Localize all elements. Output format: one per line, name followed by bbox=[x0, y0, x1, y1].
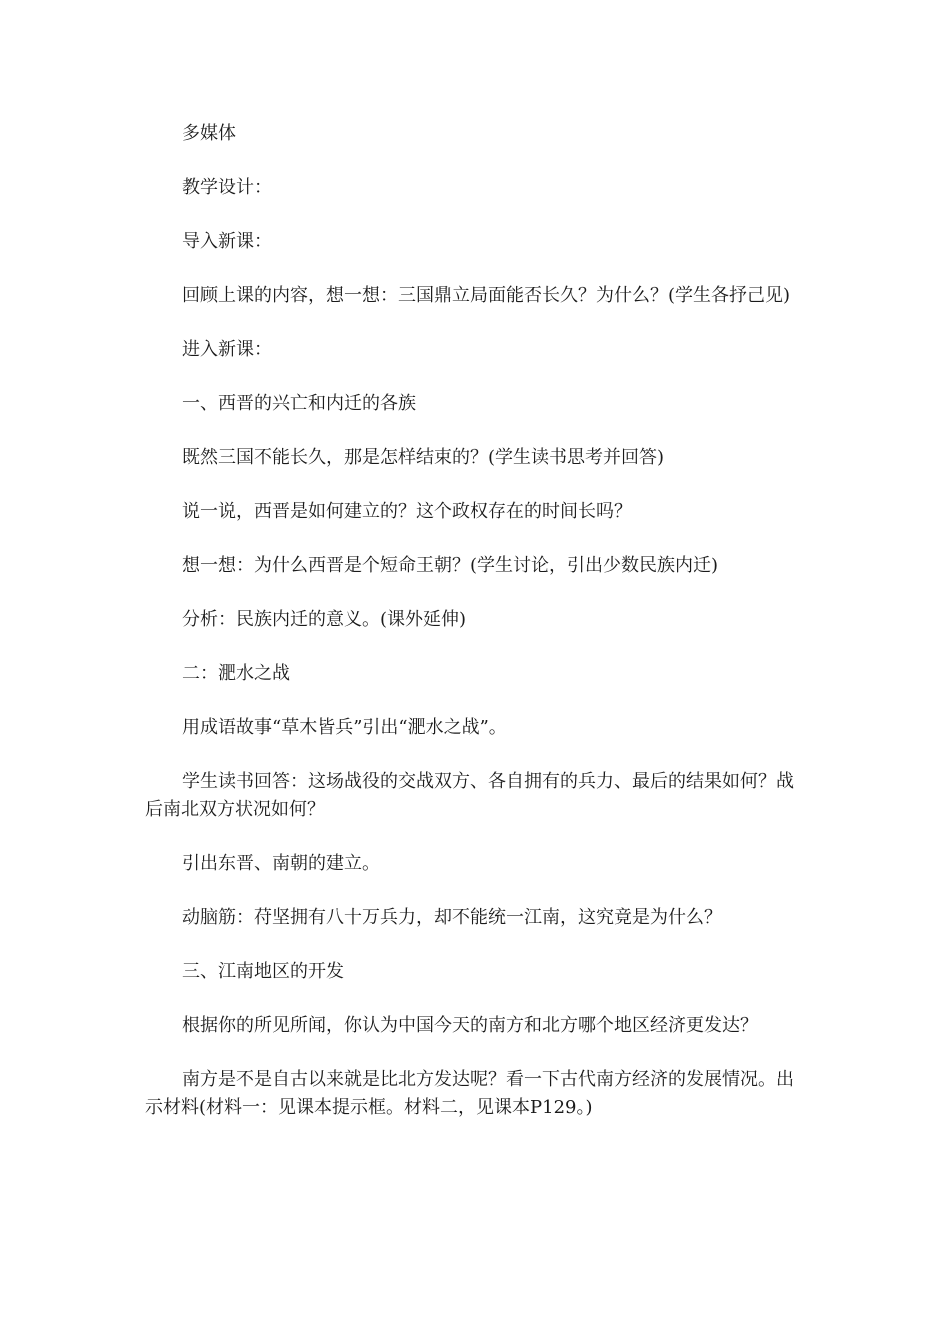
paragraph-brainstorm: 动脑筋：苻坚拥有八十万兵力，却不能统一江南，这究竟是为什么？ bbox=[182, 907, 722, 928]
paragraph-north-south-economy: 根据你的所见所闻，你认为中国今天的南方和北方哪个地区经济更发达？ bbox=[182, 1015, 758, 1036]
paragraph-idiom-story: 用成语故事“草木皆兵”引出“淝水之战”。 bbox=[182, 717, 507, 738]
paragraph-battle-questions: 学生读书回答：这场战役的交战双方、各自拥有的兵力、最后的结果如何？战后南北双方状况如何？ bbox=[145, 771, 794, 820]
paragraph-migration-analysis: 分析：民族内迁的意义。(课外延伸) bbox=[182, 609, 467, 630]
paragraph-lesson-intro: 导入新课： bbox=[182, 231, 272, 252]
paragraph-three-kingdoms-end: 既然三国不能长久，那是怎样结束的？(学生读书思考并回答) bbox=[182, 447, 665, 468]
paragraph-multimedia: 多媒体 bbox=[182, 123, 236, 144]
section-heading-1: 一、西晋的兴亡和内迁的各族 bbox=[182, 393, 416, 414]
paragraph-review-question: 回顾上课的内容，想一想：三国鼎立局面能否长久？为什么？(学生各抒己见) bbox=[182, 285, 791, 306]
paragraph-materials: 南方是不是自古以来就是比北方发达呢？看一下古代南方经济的发展情况。出示材料(材料一：见课本提示框。材料二，见课本P129。) bbox=[145, 1069, 794, 1118]
section-heading-2: 二：淝水之战 bbox=[182, 663, 290, 684]
paragraph-teaching-design: 教学设计： bbox=[182, 177, 272, 198]
paragraph-eastern-jin: 引出东晋、南朝的建立。 bbox=[182, 853, 380, 874]
paragraph-western-jin-founding: 说一说，西晋是如何建立的？这个政权存在的时间长吗？ bbox=[182, 501, 632, 522]
paragraph-short-dynasty: 想一想：为什么西晋是个短命王朝？(学生讨论，引出少数民族内迁) bbox=[182, 555, 719, 576]
section-heading-3: 三、江南地区的开发 bbox=[182, 961, 344, 982]
document-body bbox=[145, 120, 810, 1148]
paragraph-enter-lesson: 进入新课： bbox=[182, 339, 272, 360]
